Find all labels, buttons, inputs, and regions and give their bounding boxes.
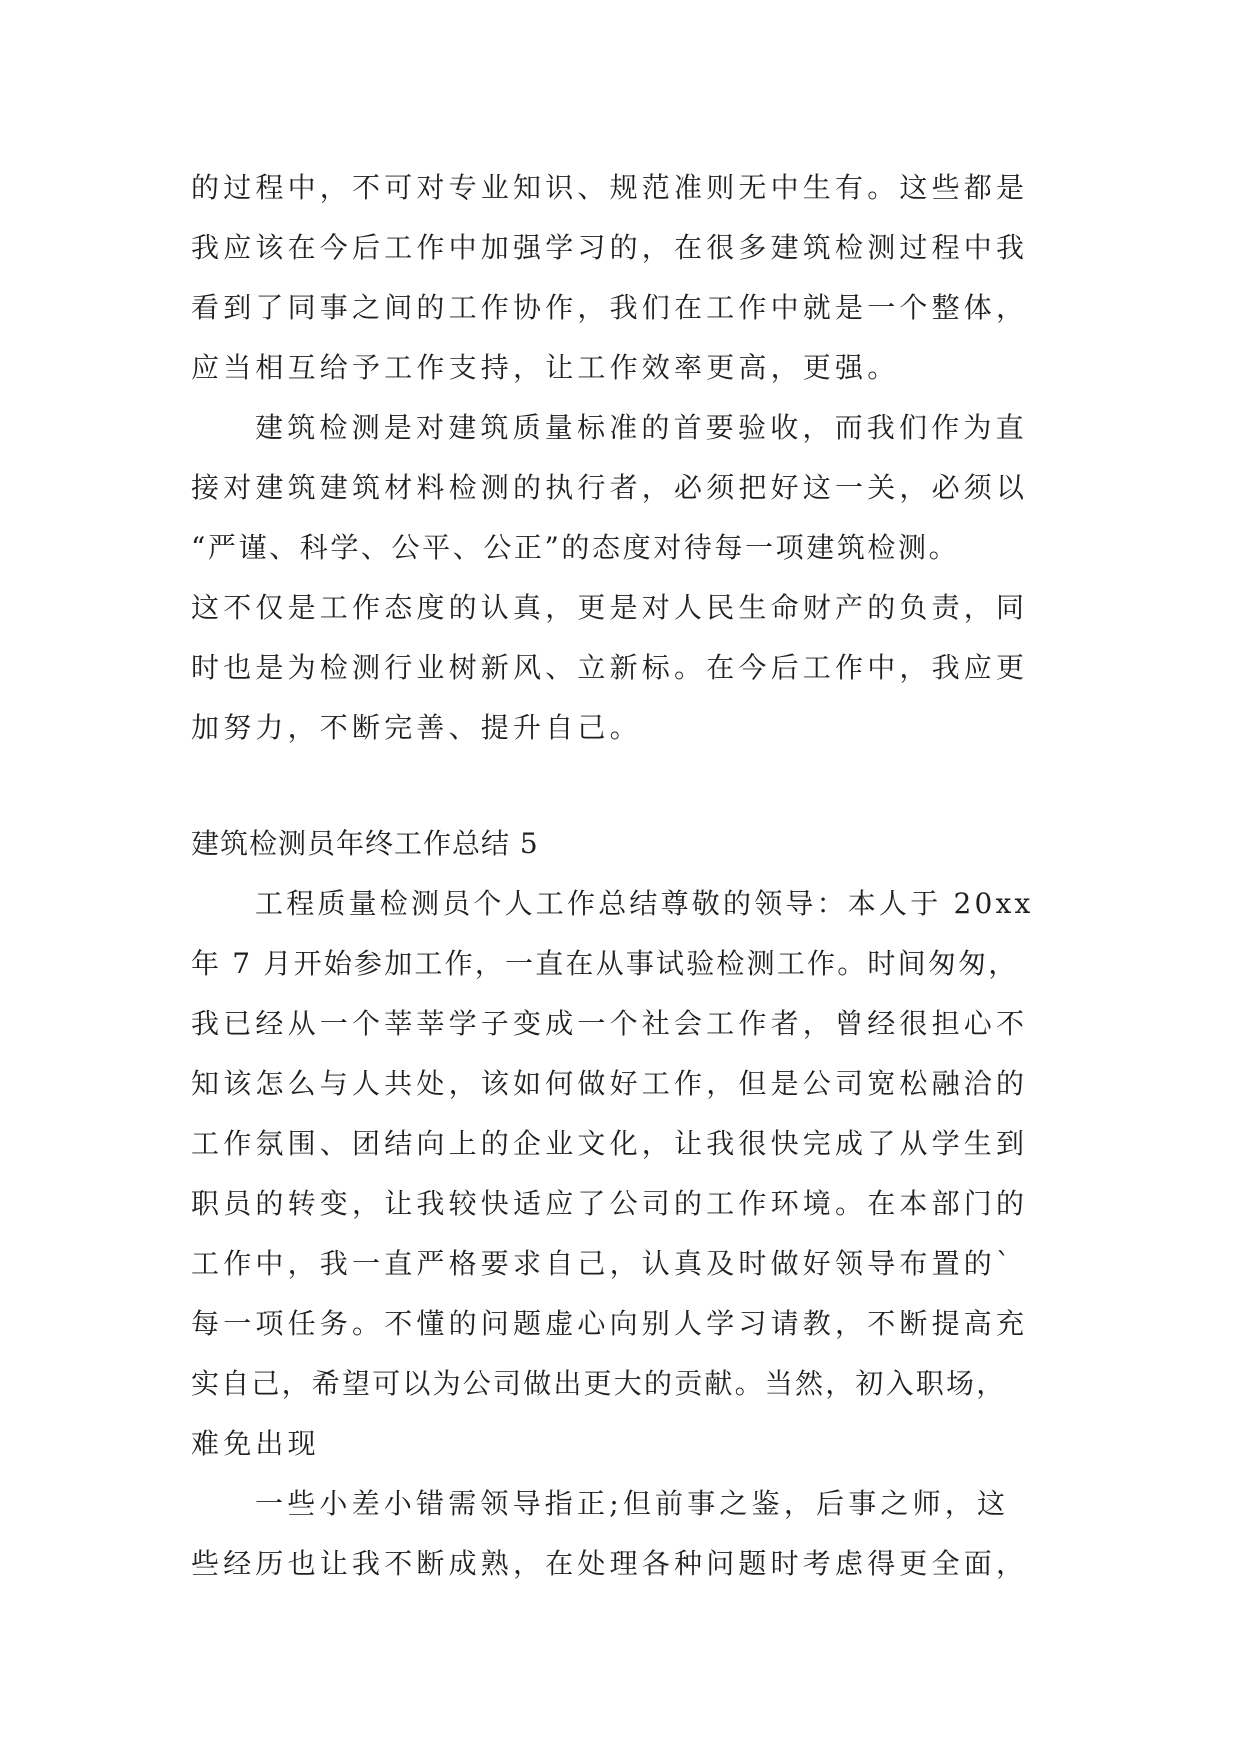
section-spacer (191, 758, 1051, 814)
section-heading: 建筑检测员年终工作总结 5 (191, 827, 539, 860)
text-line: 知该怎么与人共处，该如何做好工作，但是公司宽松融洽的 (191, 1067, 1029, 1100)
text-line: 些经历也让我不断成熟，在处理各种问题时考虑得更全面， (191, 1547, 1029, 1580)
text-line: 难免出现 (191, 1427, 320, 1460)
text-line: 我已经从一个莘莘学子变成一个社会工作者，曾经很担心不 (191, 1007, 1029, 1040)
text-line: 的过程中，不可对专业知识、规范准则无中生有。这些都是 (191, 171, 1029, 204)
text-line: 接对建筑建筑材料检测的执行者，必须把好这一关，必须以 (191, 471, 1029, 504)
text-line: 建筑检测是对建筑质量标准的首要验收，而我们作为直 (255, 411, 1028, 444)
text-line: 每一项任务。不懂的问题虚心向别人学习请教，不断提高充 (191, 1307, 1029, 1340)
text-line: 看到了同事之间的工作协作，我们在工作中就是一个整体， (191, 291, 1029, 324)
text-line: 工作氛围、团结向上的企业文化，让我很快完成了从学生到 (191, 1127, 1029, 1160)
text-line: 工程质量检测员个人工作总结尊敬的领导：本人于 20xx (255, 887, 1034, 920)
paragraph (191, 1474, 1051, 1594)
text-line: 这不仅是工作态度的认真，更是对人民生命财产的负责，同 (191, 591, 1029, 624)
paragraph (191, 398, 1051, 758)
text-line: 一些小差小错需领导指正;但前事之鉴，后事之师，这 (255, 1487, 1010, 1520)
text-line: 时也是为检测行业树新风、立新标。在今后工作中，我应更 (191, 651, 1029, 684)
document-body (191, 158, 1051, 1594)
text-line: 年 7 月开始参加工作，一直在从事试验检测工作。时间匆匆， (191, 947, 1019, 980)
text-line: 工作中，我一直严格要求自己，认真及时做好领导布置的` (191, 1247, 1015, 1280)
paragraph (191, 874, 1051, 1474)
text-line: 职员的转变，让我较快适应了公司的工作环境。在本部门的 (191, 1187, 1029, 1220)
text-line: 应当相互给予工作支持，让工作效率更高，更强。 (191, 351, 900, 384)
text-line: 我应该在今后工作中加强学习的，在很多建筑检测过程中我 (191, 231, 1029, 264)
paragraph (191, 158, 1051, 398)
text-line: 加努力，不断完善、提升自己。 (191, 711, 642, 744)
text-line: “严谨、科学、公平、公正”的态度对待每一项建筑检测。 (191, 531, 960, 564)
text-line: 实自己，希望可以为公司做出更大的贡献。当然，初入职场， (191, 1367, 1007, 1400)
